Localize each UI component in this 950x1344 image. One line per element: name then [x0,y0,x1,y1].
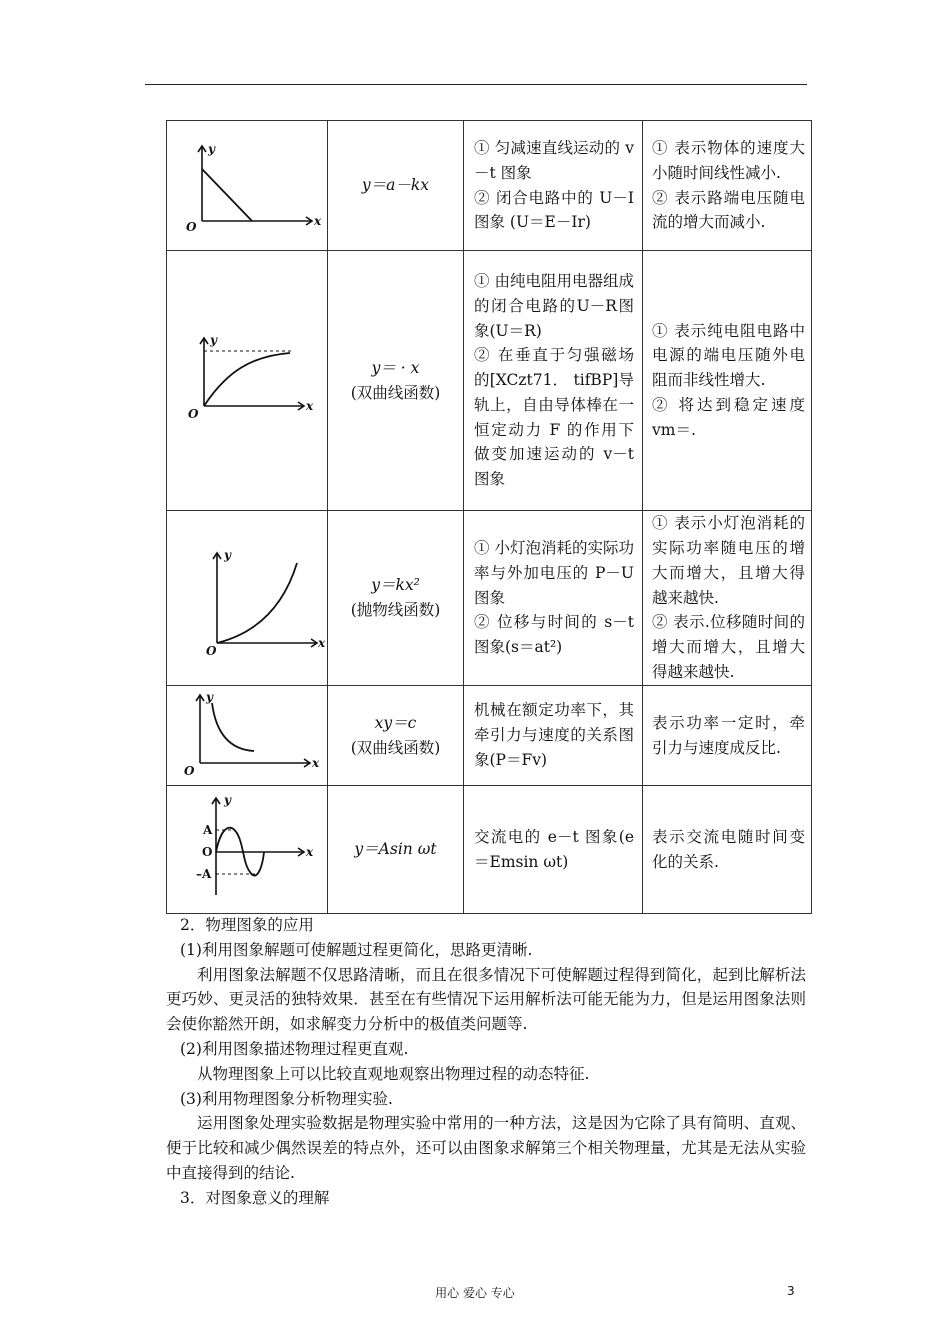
body-text [166,913,806,1211]
meaning-cell: ① 表示小灯泡消耗的实际功率随电压的增大而增大，且增大得越来越快. ② 表示.位移随时间的增大而增大，且增大得越来越快. [643,511,812,686]
graph-cell [167,511,328,686]
formula-cell: y＝ · x (双曲线函数) [328,251,464,511]
description-cell: 交流电的 e－t 图象(e＝Emsin ωt) [464,786,643,914]
description-cell: ① 由纯电阻用电器组成的闭合电路的U－R图象(U＝R) ② 在垂直于匀强磁场 的[XCzt71． tifBP]导轨上，自由导体棒在一恒定动力 F 的作用下做变加速运动的 v－t 图象 [464,251,643,511]
graph-cell [167,786,328,914]
y-axis-label: y [224,792,231,807]
meaning-cell: ① 表示纯电阻电路中电源的端电压随外电阻而非线性增大. ② 将达到稳定速度 vm＝. [643,251,812,511]
paragraph: 从物理图象上可以比较直观地观察出物理过程的动态特征. [197,1064,590,1083]
formula-cell: y＝a－kx [328,121,464,251]
section-heading: 3．对图象意义的理解 [180,1188,330,1207]
origin-label: O [202,844,213,859]
y-axis-label: y [206,689,213,704]
table-row [167,251,812,511]
hyperbola-graph [172,691,322,781]
graph-cell [167,686,328,786]
paragraph: 利用图象法解题不仅思路清晰，而且在很多情况下可使解题过程得到简化，起到比解析法更巧妙、更灵活的独特效果．甚至在有些情况下运用解析法可能无能为力，但是运用图象法则会使你豁然开朗，如求解变力分析中的极值类问题等. [166,965,806,1034]
y-axis-label: y [208,141,215,156]
formula-cell: y＝Asin ωt [328,786,464,914]
y-axis-label: y [224,548,231,562]
header-rule [145,84,807,85]
graph-cell [167,121,328,251]
page-number: 3 [787,1284,795,1298]
formula-cell: xy＝c (双曲线函数) [328,686,464,786]
page-footer: 用心 爱心 专心 [435,1286,515,1300]
sine-wave-graph [172,790,322,910]
y-axis-label: y [210,332,217,347]
x-axis-label: x [306,844,314,859]
x-axis-label: x [312,755,320,770]
negative-amplitude-label: –A [196,866,212,881]
description-cell: 机械在额定功率下，其牵引力与速度的关系图象(P＝Fv) [464,686,643,786]
origin-label: O [206,644,217,658]
meaning-cell: 表示交流电随时间变化的关系. [643,786,812,914]
formula-cell: y＝kx² (抛物线函数) [328,511,464,686]
graph-cell [167,251,328,511]
x-axis-label: x [318,636,326,650]
table-row [167,511,812,686]
graph-table [166,120,812,914]
subsection-heading: (2)利用图象描述物理过程更直观. [180,1039,409,1058]
x-axis-label: x [306,398,314,413]
section-heading: 2．物理图象的应用 [180,916,314,934]
table-row [167,786,812,914]
origin-label: O [188,406,199,421]
table-row [167,686,812,786]
x-axis-label: x [314,213,322,228]
subsection-heading: (3)利用物理图象分析物理实验. [180,1089,393,1108]
linear-decreasing-graph [172,131,322,241]
paragraph: 运用图象处理实验数据是物理实验中常用的一种方法，这是因为它除了具有简明、直观、便于比较和减少偶然误差的特点外，还可以由图象求解第三个相关物理量，尤其是无法从实验中直接得到的结论. [166,1114,806,1182]
meaning-cell: ① 表示物体的速度大小随时间线性减小. ② 表示路端电压随电流的增大而减小. [643,121,812,251]
table-row [167,121,812,251]
origin-label: O [186,219,197,234]
parabola-graph [172,533,326,663]
amplitude-label: A [203,822,213,837]
saturating-curve-graph [172,326,322,436]
subsection-heading: (1)利用图象解题可使解题过程更简化，思路更清晰. [180,940,533,959]
description-cell: ① 匀减速直线运动的 v－t 图象 ② 闭合电路中的 U－I 图象 (U＝E－Ir) [464,121,643,251]
meaning-cell: 表示功率一定时，牵引力与速度成反比. [643,686,812,786]
origin-label: O [184,763,195,778]
description-cell: ① 小灯泡消耗的实际功率与外加电压的 P－U 图象 ② 位移与时间的 s－t 图象(s＝at²) [464,511,643,686]
